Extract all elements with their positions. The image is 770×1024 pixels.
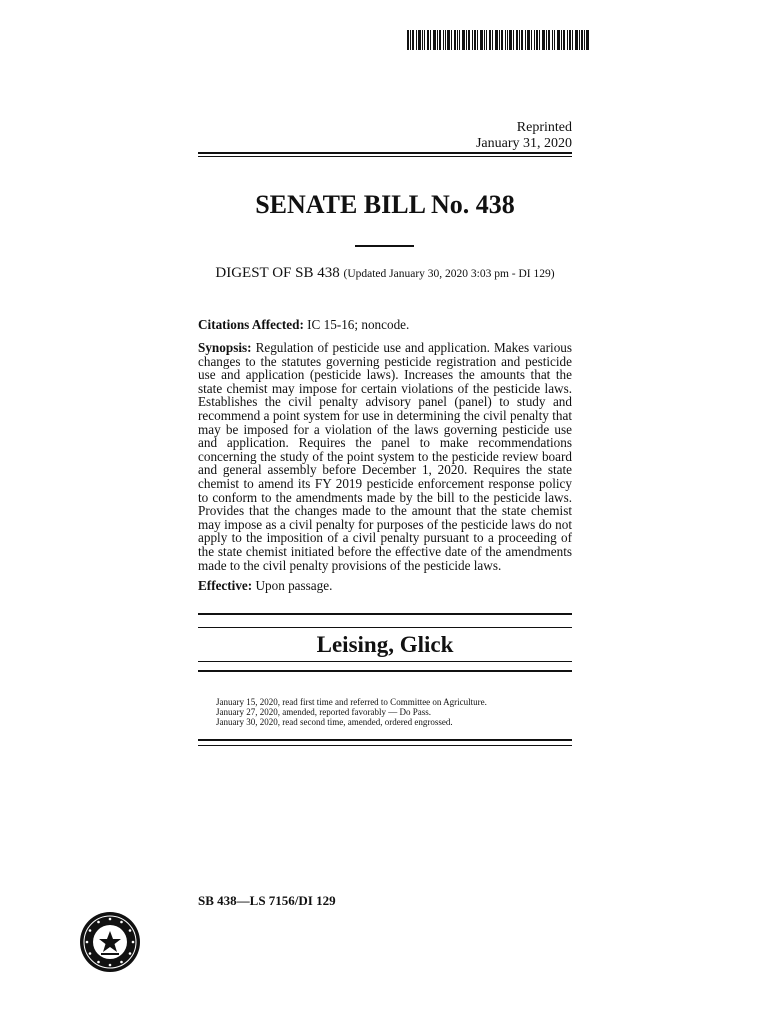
legislative-history [216, 697, 487, 727]
digest-updated: (Updated January 30, 2020 3:03 pm - DI 129) [343, 268, 555, 280]
sponsor-divider-3 [198, 661, 572, 662]
title-underline [355, 245, 414, 247]
history-entry: January 15, 2020, read first time and referred to Committee on Agriculture. [216, 697, 487, 707]
synopsis-text: Regulation of pesticide use and application. Makes various changes to the statutes governing pesticide registration and pesticide use and application (pesticide laws). Increases the amounts that the state chemist may impose for certain violations of the pesticide laws. Establishes the civil penalty advisory panel (panel) to study and recommend a point system for use in determining the civil penalty that may be imposed for a violation of the laws governing pesticide use and application. Requires the panel to make recommendations concerning the study of the point system to the pesticide review board and general assembly before December 1, 2020. Requires the state chemist to amend its FY 2019 pesticide enforcement response policy to conform to the amendments made by the bill to the pesticide laws. Provides that the changes made to the amount that the state chemist may impose as a civil penalty for purposes of the pesticide laws do not apply to the imposition of a civil penalty pursuant to a proceeding of the state chemist initiated before the effective date of the amendments made to the civil penalty provisions of the pesticide laws. [198, 340, 573, 573]
header-divider-top [198, 152, 572, 154]
citations-affected [198, 318, 572, 332]
effective-label: Effective: [198, 578, 253, 593]
barcode [407, 30, 589, 50]
sponsor-divider-1 [198, 613, 572, 615]
history-entry: January 30, 2020, read second time, amended, ordered engrossed. [216, 717, 453, 727]
citations-label: Citations Affected: [198, 317, 304, 332]
history-divider-2 [198, 745, 572, 746]
effective-text: Upon passage. [255, 578, 333, 593]
bill-identifier: SB 438—LS 7156/DI 129 [198, 893, 336, 908]
synopsis [198, 341, 572, 572]
digest-label: DIGEST OF SB 438 [215, 265, 340, 281]
digest-heading [198, 265, 572, 282]
synopsis-label: Synopsis: [198, 340, 252, 355]
reprint-date: January 31, 2020 [475, 136, 572, 151]
citations-text: IC 15-16; noncode. [307, 317, 410, 332]
sponsor-divider-2 [198, 627, 572, 628]
history-entry: January 27, 2020, amended, reported favorably — Do Pass. [216, 707, 431, 717]
effective-date [198, 579, 572, 593]
reprint-notice [476, 120, 572, 152]
sponsor-divider-4 [198, 670, 572, 672]
header-divider-bottom [198, 156, 572, 157]
state-seal-icon [79, 911, 141, 973]
sponsors: Leising, Glick [316, 632, 454, 657]
history-divider-1 [198, 739, 572, 741]
reprint-label: Reprinted [516, 120, 572, 135]
bill-title: SENATE BILL No. 438 [255, 190, 515, 219]
